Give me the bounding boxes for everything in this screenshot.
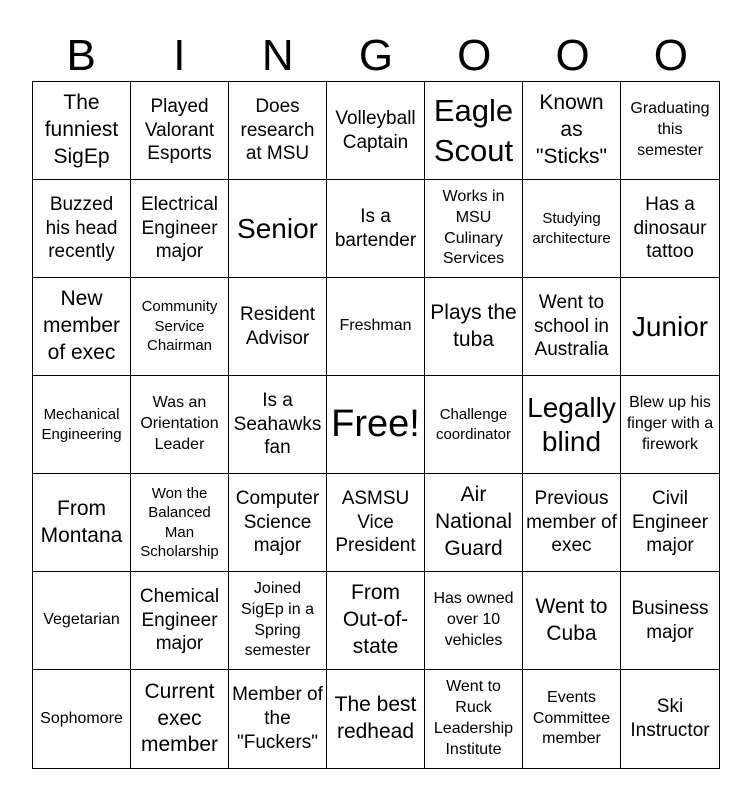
- bingo-cell[interactable]: Mechanical Engineering: [33, 376, 131, 474]
- bingo-cell[interactable]: Business major: [621, 572, 719, 670]
- bingo-cell[interactable]: Does research at MSU: [229, 82, 327, 180]
- bingo-header: [32, 28, 720, 84]
- bingo-cell[interactable]: Current exec member: [131, 670, 229, 768]
- bingo-cell[interactable]: Joined SigEp in a Spring semester: [229, 572, 327, 670]
- bingo-cell[interactable]: Plays the tuba: [425, 278, 523, 376]
- bingo-cell[interactable]: Events Committee member: [523, 670, 621, 768]
- bingo-cell[interactable]: Won the Balanced Man Scholarship: [131, 474, 229, 572]
- bingo-cell[interactable]: Graduating this semester: [621, 82, 719, 180]
- bingo-cell[interactable]: Sophomore: [33, 670, 131, 768]
- bingo-cell[interactable]: Civil Engineer major: [621, 474, 719, 572]
- bingo-cell[interactable]: Studying architecture: [523, 180, 621, 278]
- header-letter: G: [358, 31, 394, 80]
- bingo-cell[interactable]: Has owned over 10 vehicles: [425, 572, 523, 670]
- bingo-cell[interactable]: Member of the "Fuckers": [229, 670, 327, 768]
- bingo-cell[interactable]: Went to school in Australia: [523, 278, 621, 376]
- bingo-cell[interactable]: Senior: [229, 180, 327, 278]
- bingo-cell[interactable]: Was an Orientation Leader: [131, 376, 229, 474]
- bingo-cell[interactable]: Previous member of exec: [523, 474, 621, 572]
- bingo-cell[interactable]: Junior: [621, 278, 719, 376]
- bingo-cell[interactable]: New member of exec: [33, 278, 131, 376]
- bingo-cell[interactable]: Vegetarian: [33, 572, 131, 670]
- bingo-cell[interactable]: Computer Science major: [229, 474, 327, 572]
- bingo-cell[interactable]: Blew up his finger with a firework: [621, 376, 719, 474]
- bingo-cell[interactable]: The funniest SigEp: [33, 82, 131, 180]
- bingo-cell[interactable]: Has a dinosaur tattoo: [621, 180, 719, 278]
- bingo-cell[interactable]: Free!: [327, 376, 425, 474]
- bingo-cell[interactable]: Community Service Chairman: [131, 278, 229, 376]
- bingo-cell[interactable]: Went to Cuba: [523, 572, 621, 670]
- bingo-cell[interactable]: Electrical Engineer major: [131, 180, 229, 278]
- bingo-cell[interactable]: Works in MSU Culinary Services: [425, 180, 523, 278]
- bingo-cell[interactable]: Challenge coordinator: [425, 376, 523, 474]
- header-letter: O: [555, 31, 590, 80]
- bingo-cell[interactable]: ASMSU Vice President: [327, 474, 425, 572]
- bingo-cell[interactable]: Air National Guard: [425, 474, 523, 572]
- header-letter: O: [653, 31, 688, 80]
- header-letter: N: [261, 31, 294, 80]
- bingo-cell[interactable]: Known as "Sticks": [523, 82, 621, 180]
- bingo-cell[interactable]: Is a bartender: [327, 180, 425, 278]
- bingo-cell[interactable]: Volleyball Captain: [327, 82, 425, 180]
- bingo-cell[interactable]: Chemical Engineer major: [131, 572, 229, 670]
- bingo-cell[interactable]: The best redhead: [327, 670, 425, 768]
- bingo-cell[interactable]: Went to Ruck Leadership Institute: [425, 670, 523, 768]
- header-letter: B: [66, 31, 96, 80]
- bingo-cell[interactable]: Buzzed his head recently: [33, 180, 131, 278]
- bingo-cell[interactable]: From Montana: [33, 474, 131, 572]
- header-letter: O: [457, 31, 492, 80]
- bingo-cell[interactable]: Eagle Scout: [425, 82, 523, 180]
- bingo-cell[interactable]: From Out-of-state: [327, 572, 425, 670]
- bingo-cell[interactable]: Resident Advisor: [229, 278, 327, 376]
- bingo-cell[interactable]: Legally blind: [523, 376, 621, 474]
- bingo-cell[interactable]: Ski Instructor: [630, 696, 710, 741]
- bingo-card: [32, 81, 720, 769]
- bingo-cell[interactable]: Freshman: [327, 278, 425, 376]
- bingo-cell[interactable]: Played Valorant Esports: [131, 82, 229, 180]
- bingo-cell[interactable]: Is a Seahawks fan: [229, 376, 327, 474]
- header-letter: I: [173, 31, 186, 80]
